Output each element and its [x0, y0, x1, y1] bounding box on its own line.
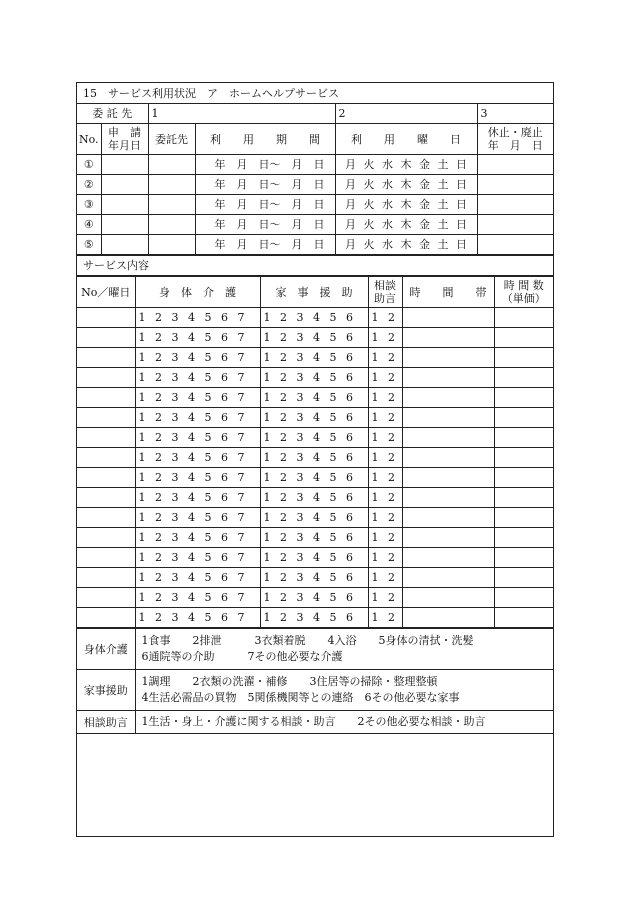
jikansu-cell[interactable] — [494, 328, 553, 348]
shintai-options[interactable]: 1 2 3 4 5 6 7 — [135, 608, 260, 628]
itaku-slot-1[interactable]: 1 — [148, 104, 335, 124]
legend-table — [77, 628, 553, 734]
col-kyushi: 休止・廃止 年 月 日 — [477, 124, 553, 155]
jikansu-cell[interactable] — [494, 468, 553, 488]
col-shinsei: 申 請 年月日 — [101, 124, 148, 155]
jikantai-cell[interactable] — [402, 468, 494, 488]
shintai-options[interactable]: 1 2 3 4 5 6 7 — [135, 348, 260, 368]
shinsei-date-cell[interactable] — [101, 235, 148, 255]
jikantai-cell[interactable] — [402, 608, 494, 628]
shintai-options[interactable]: 1 2 3 4 5 6 7 — [135, 368, 260, 388]
service-row — [77, 488, 553, 508]
soudan-options[interactable]: 1 2 — [368, 388, 402, 408]
itaku-slot-3[interactable]: 3 — [477, 104, 553, 124]
soudan-options[interactable]: 1 2 — [368, 588, 402, 608]
usage-row — [77, 195, 553, 215]
jikantai-cell[interactable] — [402, 368, 494, 388]
kaji-options[interactable]: 1 2 3 4 5 6 — [260, 508, 368, 528]
jikantai-cell[interactable] — [402, 308, 494, 328]
service-row — [77, 608, 553, 628]
col-youbi: 利 用 曜 日 — [335, 124, 477, 155]
shinsei-date-cell[interactable] — [101, 155, 148, 175]
soudan-options[interactable]: 1 2 — [368, 488, 402, 508]
shinsei-date-cell[interactable] — [101, 195, 148, 215]
kaji-options[interactable]: 1 2 3 4 5 6 — [260, 528, 368, 548]
shintai-options[interactable]: 1 2 3 4 5 6 7 — [135, 388, 260, 408]
no-youbi-cell[interactable] — [77, 448, 135, 468]
jikansu-cell[interactable] — [494, 448, 553, 468]
service-row — [77, 308, 553, 328]
jikantai-cell[interactable] — [402, 388, 494, 408]
soudan-options[interactable]: 1 2 — [368, 348, 402, 368]
soudan-options[interactable]: 1 2 — [368, 308, 402, 328]
col-soudan: 相談 助言 — [368, 277, 402, 308]
kyushi-date-cell[interactable] — [477, 195, 553, 215]
soudan-options[interactable]: 1 2 — [368, 408, 402, 428]
jikantai-cell[interactable] — [402, 568, 494, 588]
usage-row — [77, 215, 553, 235]
kikan-cell[interactable]: 年 月 日～ 月 日 — [195, 195, 335, 215]
usage-no: ⑤ — [77, 235, 101, 255]
jikansu-cell[interactable] — [494, 508, 553, 528]
service-row — [77, 508, 553, 528]
soudan-options[interactable]: 1 2 — [368, 548, 402, 568]
soudan-options[interactable]: 1 2 — [368, 508, 402, 528]
legend-text: 1生活・身上・介護に関する相談・助言 2その他必要な相談・助言 — [135, 711, 553, 734]
service-row — [77, 328, 553, 348]
jikantai-cell[interactable] — [402, 528, 494, 548]
jikantai-cell[interactable] — [402, 408, 494, 428]
soudan-options[interactable]: 1 2 — [368, 448, 402, 468]
service-row — [77, 528, 553, 548]
jikansu-cell[interactable] — [494, 388, 553, 408]
jikansu-cell[interactable] — [494, 368, 553, 388]
youbi-cell[interactable]: 月 火 水 木 金 土 日 — [335, 155, 477, 175]
legend-text: 1調理 2衣類の洗濯・補修 3住居等の掃除・整理整頓 4生活必需品の買物 5関係機関等との連絡 6その他必要な家事 — [135, 670, 553, 711]
legend-label: 家事援助 — [77, 670, 135, 711]
jikansu-cell[interactable] — [494, 568, 553, 588]
kyushi-date-cell[interactable] — [477, 155, 553, 175]
jikantai-cell[interactable] — [402, 548, 494, 568]
soudan-options[interactable]: 1 2 — [368, 428, 402, 448]
legend-row — [77, 670, 553, 711]
usage-no: ③ — [77, 195, 101, 215]
soudan-options[interactable]: 1 2 — [368, 568, 402, 588]
jikansu-cell[interactable] — [494, 308, 553, 328]
jikansu-cell[interactable] — [494, 608, 553, 628]
kaji-options[interactable]: 1 2 3 4 5 6 — [260, 488, 368, 508]
col-kikan: 利 用 期 間 — [195, 124, 335, 155]
kaji-options[interactable]: 1 2 3 4 5 6 — [260, 428, 368, 448]
shintai-options[interactable]: 1 2 3 4 5 6 7 — [135, 328, 260, 348]
shinsei-date-cell[interactable] — [101, 215, 148, 235]
service-row — [77, 408, 553, 428]
kyushi-date-cell[interactable] — [477, 235, 553, 255]
soudan-options[interactable]: 1 2 — [368, 468, 402, 488]
service-row — [77, 468, 553, 488]
kaji-options[interactable]: 1 2 3 4 5 6 — [260, 548, 368, 568]
usage-no: ① — [77, 155, 101, 175]
kaji-options[interactable]: 1 2 3 4 5 6 — [260, 448, 368, 468]
shintai-options[interactable]: 1 2 3 4 5 6 7 — [135, 508, 260, 528]
kaji-options[interactable]: 1 2 3 4 5 6 — [260, 388, 368, 408]
youbi-cell[interactable]: 月 火 水 木 金 土 日 — [335, 235, 477, 255]
col-kaji: 家 事 援 助 — [260, 277, 368, 308]
soudan-options[interactable]: 1 2 — [368, 368, 402, 388]
itakusaki-cell[interactable] — [148, 235, 195, 255]
no-youbi-cell[interactable] — [77, 468, 135, 488]
service-row — [77, 428, 553, 448]
kyushi-date-cell[interactable] — [477, 215, 553, 235]
soudan-options[interactable]: 1 2 — [368, 328, 402, 348]
kikan-cell[interactable]: 年 月 日～ 月 日 — [195, 235, 335, 255]
kaji-options[interactable]: 1 2 3 4 5 6 — [260, 368, 368, 388]
legend-label: 身体介護 — [77, 629, 135, 670]
youbi-cell[interactable]: 月 火 水 木 金 土 日 — [335, 215, 477, 235]
service-section-label: サービス内容 — [77, 256, 553, 276]
shintai-options[interactable]: 1 2 3 4 5 6 7 — [135, 488, 260, 508]
shintai-options[interactable]: 1 2 3 4 5 6 7 — [135, 468, 260, 488]
no-youbi-cell[interactable] — [77, 588, 135, 608]
no-youbi-cell[interactable] — [77, 428, 135, 448]
no-youbi-cell[interactable] — [77, 548, 135, 568]
legend-row — [77, 629, 553, 670]
jikansu-cell[interactable] — [494, 528, 553, 548]
usage-table — [77, 83, 553, 255]
shintai-options[interactable]: 1 2 3 4 5 6 7 — [135, 568, 260, 588]
col-jikansu: 時 間 数 （単価） — [494, 277, 553, 308]
kaji-options[interactable]: 1 2 3 4 5 6 — [260, 588, 368, 608]
jikantai-cell[interactable] — [402, 508, 494, 528]
legend-text: 1食事 2排泄 3衣類着脱 4入浴 5身体の清拭・洗髪 6通院等の介助 7その他必要な介護 — [135, 629, 553, 670]
jikansu-cell[interactable] — [494, 428, 553, 448]
no-youbi-cell[interactable] — [77, 568, 135, 588]
kaji-options[interactable]: 1 2 3 4 5 6 — [260, 348, 368, 368]
service-row — [77, 348, 553, 368]
col-no: No. — [77, 124, 101, 155]
itakusaki-cell[interactable] — [148, 155, 195, 175]
youbi-cell[interactable]: 月 火 水 木 金 土 日 — [335, 175, 477, 195]
itaku-slot-2[interactable]: 2 — [335, 104, 477, 124]
service-table — [77, 276, 553, 628]
shintai-options[interactable]: 1 2 3 4 5 6 7 — [135, 308, 260, 328]
no-youbi-cell[interactable] — [77, 328, 135, 348]
kaji-options[interactable]: 1 2 3 4 5 6 — [260, 408, 368, 428]
shintai-options[interactable]: 1 2 3 4 5 6 7 — [135, 428, 260, 448]
legend-row — [77, 711, 553, 734]
jikantai-cell[interactable] — [402, 488, 494, 508]
no-youbi-cell[interactable] — [77, 348, 135, 368]
no-youbi-cell[interactable] — [77, 508, 135, 528]
legend-label: 相談助言 — [77, 711, 135, 734]
itakusaki-cell[interactable] — [148, 175, 195, 195]
jikantai-cell[interactable] — [402, 588, 494, 608]
no-youbi-cell[interactable] — [77, 608, 135, 628]
no-youbi-cell[interactable] — [77, 488, 135, 508]
service-row — [77, 548, 553, 568]
no-youbi-cell[interactable] — [77, 528, 135, 548]
col-shintai: 身 体 介 護 — [135, 277, 260, 308]
col-jikantai: 時 間 帯 — [402, 277, 494, 308]
jikansu-cell[interactable] — [494, 588, 553, 608]
jikansu-cell[interactable] — [494, 548, 553, 568]
service-section-table — [77, 255, 553, 276]
form-title: 15 サービス利用状況 ア ホームヘルプサービス — [77, 83, 553, 104]
kaji-options[interactable]: 1 2 3 4 5 6 — [260, 328, 368, 348]
no-youbi-cell[interactable] — [77, 368, 135, 388]
form-frame — [76, 82, 554, 837]
service-row — [77, 388, 553, 408]
itaku-label: 委 託 先 — [77, 104, 148, 124]
itakusaki-cell[interactable] — [148, 195, 195, 215]
usage-row — [77, 175, 553, 195]
no-youbi-cell[interactable] — [77, 408, 135, 428]
usage-row — [77, 155, 553, 175]
youbi-cell[interactable]: 月 火 水 木 金 土 日 — [335, 195, 477, 215]
kikan-cell[interactable]: 年 月 日～ 月 日 — [195, 155, 335, 175]
soudan-options[interactable]: 1 2 — [368, 608, 402, 628]
shintai-options[interactable]: 1 2 3 4 5 6 7 — [135, 548, 260, 568]
itakusaki-cell[interactable] — [148, 215, 195, 235]
no-youbi-cell[interactable] — [77, 388, 135, 408]
shintai-options[interactable]: 1 2 3 4 5 6 7 — [135, 408, 260, 428]
shinsei-date-cell[interactable] — [101, 175, 148, 195]
jikantai-cell[interactable] — [402, 428, 494, 448]
no-youbi-cell[interactable] — [77, 308, 135, 328]
jikantai-cell[interactable] — [402, 328, 494, 348]
kaji-options[interactable]: 1 2 3 4 5 6 — [260, 568, 368, 588]
shintai-options[interactable]: 1 2 3 4 5 6 7 — [135, 588, 260, 608]
usage-row — [77, 235, 553, 255]
kikan-cell[interactable]: 年 月 日～ 月 日 — [195, 215, 335, 235]
jikansu-cell[interactable] — [494, 488, 553, 508]
usage-no: ② — [77, 175, 101, 195]
kaji-options[interactable]: 1 2 3 4 5 6 — [260, 608, 368, 628]
kyushi-date-cell[interactable] — [477, 175, 553, 195]
jikansu-cell[interactable] — [494, 408, 553, 428]
col-no-youbi: No／曜日 — [77, 277, 135, 308]
soudan-options[interactable]: 1 2 — [368, 528, 402, 548]
service-row — [77, 368, 553, 388]
shintai-options[interactable]: 1 2 3 4 5 6 7 — [135, 448, 260, 468]
service-row — [77, 448, 553, 468]
kaji-options[interactable]: 1 2 3 4 5 6 — [260, 468, 368, 488]
usage-no: ④ — [77, 215, 101, 235]
jikantai-cell[interactable] — [402, 448, 494, 468]
service-row — [77, 568, 553, 588]
kikan-cell[interactable]: 年 月 日～ 月 日 — [195, 175, 335, 195]
shintai-options[interactable]: 1 2 3 4 5 6 7 — [135, 528, 260, 548]
jikantai-cell[interactable] — [402, 348, 494, 368]
jikansu-cell[interactable] — [494, 348, 553, 368]
kaji-options[interactable]: 1 2 3 4 5 6 — [260, 308, 368, 328]
col-itakusaki: 委託先 — [148, 124, 195, 155]
service-row — [77, 588, 553, 608]
